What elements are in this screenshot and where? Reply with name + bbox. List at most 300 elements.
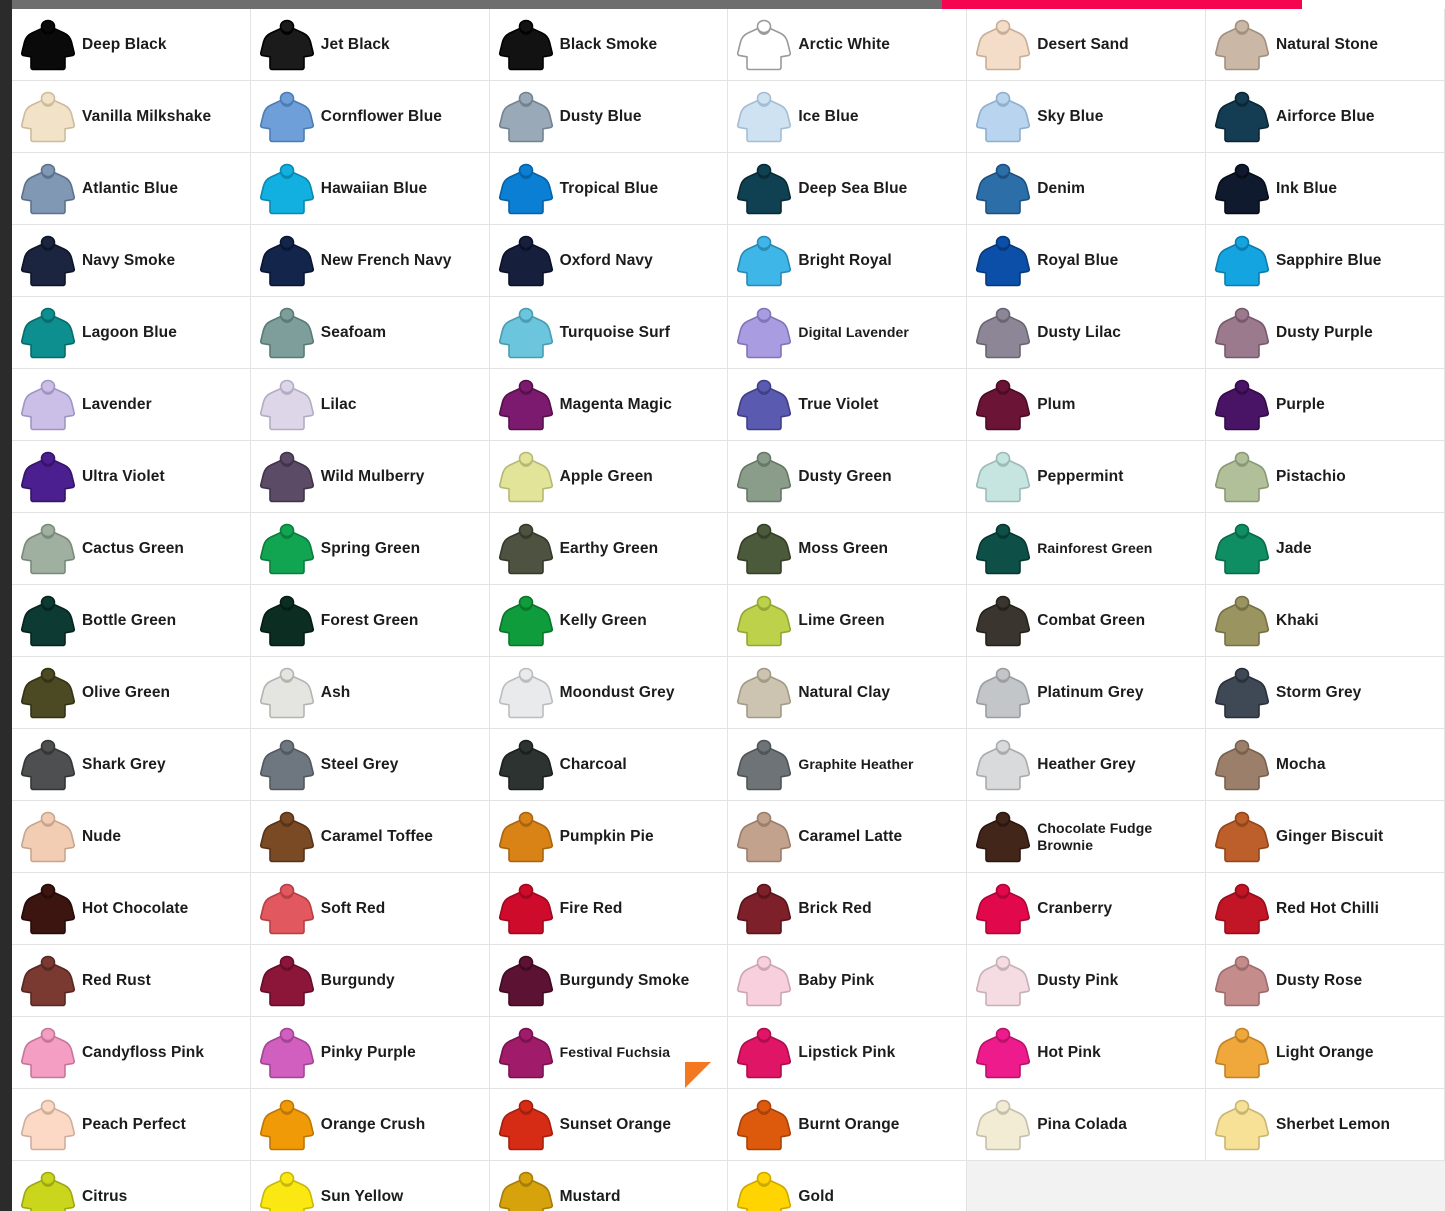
colour-swatch-cell[interactable] (12, 1161, 251, 1211)
hoodie-icon (259, 451, 315, 503)
hoodie-icon (20, 811, 76, 863)
colour-name-label: Fire Red (559, 899, 623, 917)
colour-name-label: Khaki (1275, 611, 1319, 629)
colour-swatch-cell[interactable] (1206, 729, 1445, 801)
hoodie-icon (20, 1027, 76, 1079)
colour-swatch-cell[interactable] (12, 873, 251, 945)
colour-name-label: Kelly Green (559, 611, 647, 629)
hoodie-icon (975, 667, 1031, 719)
colour-name-label: Red Rust (82, 971, 151, 989)
cursor-marker-icon (685, 1062, 711, 1088)
top-bar-accent (942, 0, 1302, 9)
colour-name-label: Burgundy (320, 971, 395, 989)
colour-swatch-cell[interactable] (490, 873, 729, 945)
hoodie-icon (20, 451, 76, 503)
hoodie-icon (259, 91, 315, 143)
hoodie-icon (1214, 811, 1270, 863)
hoodie-icon (259, 523, 315, 575)
colour-name-label: Sky Blue (1037, 107, 1104, 125)
hoodie-icon (498, 739, 554, 791)
colour-name-label: Hot Pink (1037, 1043, 1101, 1061)
colour-swatch-cell[interactable] (967, 657, 1206, 729)
hoodie-icon (736, 739, 792, 791)
hoodie-icon (20, 379, 76, 431)
colour-swatch-cell[interactable] (1206, 1089, 1445, 1161)
hoodie-icon (20, 595, 76, 647)
colour-name-label: Storm Grey (1275, 683, 1362, 701)
hoodie-icon (975, 1099, 1031, 1151)
colour-name-label: Burnt Orange (798, 1115, 900, 1133)
colour-name-label: Rainforest Green (1037, 540, 1153, 557)
hoodie-icon (736, 811, 792, 863)
hoodie-icon (975, 307, 1031, 359)
colour-name-label: Purple (1275, 395, 1325, 413)
colour-swatch-cell[interactable] (251, 801, 490, 873)
colour-swatch-cell[interactable] (490, 729, 729, 801)
hoodie-icon (498, 307, 554, 359)
colour-name-label: Deep Sea Blue (798, 179, 908, 197)
colour-swatch-cell[interactable] (251, 225, 490, 297)
colour-swatch-cell[interactable] (490, 81, 729, 153)
colour-swatch-cell[interactable] (1206, 81, 1445, 153)
colour-swatch-cell[interactable] (967, 369, 1206, 441)
colour-name-label: Navy Smoke (82, 251, 176, 269)
hoodie-icon (736, 379, 792, 431)
hoodie-icon (1214, 883, 1270, 935)
colour-name-label: Soft Red (320, 899, 386, 917)
colour-swatch-cell[interactable] (728, 513, 967, 585)
colour-swatch-cell[interactable] (1206, 441, 1445, 513)
colour-name-label: Ash (320, 683, 351, 701)
top-bar-right-spacer (1302, 0, 1445, 9)
colour-swatch-cell[interactable] (728, 1161, 967, 1211)
colour-swatch-cell[interactable] (728, 657, 967, 729)
colour-swatch-cell[interactable] (251, 873, 490, 945)
colour-name-label: Turquoise Surf (559, 323, 671, 341)
colour-name-label: Sun Yellow (320, 1187, 404, 1205)
colour-name-label: Hot Chocolate (82, 899, 189, 917)
hoodie-icon (259, 379, 315, 431)
colour-swatch-cell[interactable] (967, 945, 1206, 1017)
colour-name-label: Lagoon Blue (82, 323, 177, 341)
hoodie-icon (498, 235, 554, 287)
hoodie-icon (736, 235, 792, 287)
hoodie-icon (498, 811, 554, 863)
hoodie-icon (975, 379, 1031, 431)
colour-swatch-cell[interactable] (490, 585, 729, 657)
colour-name-label: Dusty Purple (1275, 323, 1373, 341)
colour-swatch-cell[interactable] (728, 801, 967, 873)
colour-swatch-cell[interactable] (1206, 801, 1445, 873)
hoodie-icon (498, 91, 554, 143)
colour-swatch-cell[interactable] (490, 1161, 729, 1211)
colour-swatch-cell[interactable] (728, 585, 967, 657)
colour-swatch-cell[interactable] (728, 225, 967, 297)
colour-name-label: Deep Black (82, 35, 167, 53)
colour-swatch-cell[interactable] (1206, 225, 1445, 297)
colour-name-label: Gold (798, 1187, 835, 1205)
colour-grid (12, 9, 1445, 1211)
colour-name-label: Caramel Latte (798, 827, 903, 845)
colour-swatch-cell[interactable] (490, 369, 729, 441)
colour-swatch-cell[interactable] (1206, 9, 1445, 81)
colour-name-label: Sapphire Blue (1275, 251, 1382, 269)
hoodie-icon (20, 1171, 76, 1211)
colour-name-label: Nude (82, 827, 122, 845)
colour-swatch-cell[interactable] (728, 441, 967, 513)
colour-swatch-cell[interactable] (12, 801, 251, 873)
colour-swatch-cell[interactable] (967, 1017, 1206, 1089)
colour-swatch-cell[interactable] (967, 81, 1206, 153)
hoodie-icon (1214, 451, 1270, 503)
colour-name-label: Apple Green (559, 467, 653, 485)
colour-name-label: Pistachio (1275, 467, 1346, 485)
colour-name-label: Cactus Green (82, 539, 184, 557)
hoodie-icon (1214, 1099, 1270, 1151)
colour-swatch-cell[interactable] (967, 1089, 1206, 1161)
hoodie-icon (1214, 667, 1270, 719)
colour-swatch-cell[interactable] (12, 729, 251, 801)
hoodie-icon (736, 19, 792, 71)
colour-name-label: Digital Lavender (798, 324, 909, 341)
colour-swatch-cell[interactable] (12, 945, 251, 1017)
colour-name-label: Shark Grey (82, 755, 166, 773)
colour-name-label: Combat Green (1037, 611, 1146, 629)
colour-name-label: Magenta Magic (559, 395, 672, 413)
colour-name-label: Natural Clay (798, 683, 891, 701)
hoodie-icon (1214, 91, 1270, 143)
colour-swatch-cell[interactable] (490, 1089, 729, 1161)
hoodie-icon (736, 451, 792, 503)
hoodie-icon (975, 595, 1031, 647)
colour-name-label: Peach Perfect (82, 1115, 186, 1133)
colour-swatch-cell[interactable] (967, 153, 1206, 225)
colour-name-label: Tropical Blue (559, 179, 659, 197)
hoodie-icon (975, 163, 1031, 215)
colour-name-label: Bottle Green (82, 611, 177, 629)
colour-name-label: Moondust Grey (559, 683, 675, 701)
colour-name-label: Moss Green (798, 539, 889, 557)
hoodie-icon (975, 235, 1031, 287)
colour-name-label: Brick Red (798, 899, 872, 917)
colour-name-label: Dusty Lilac (1037, 323, 1121, 341)
colour-swatch-cell[interactable] (490, 801, 729, 873)
colour-name-label: Candyfloss Pink (82, 1043, 205, 1061)
hoodie-icon (975, 523, 1031, 575)
hoodie-icon (259, 883, 315, 935)
colour-name-label: Lilac (320, 395, 357, 413)
hoodie-icon (1214, 1027, 1270, 1079)
colour-name-label: Atlantic Blue (82, 179, 179, 197)
hoodie-icon (975, 883, 1031, 935)
colour-swatch-cell[interactable] (490, 657, 729, 729)
hoodie-icon (259, 667, 315, 719)
colour-swatch-cell[interactable] (967, 225, 1206, 297)
colour-name-label: Vanilla Milkshake (82, 107, 212, 125)
colour-name-label: Steel Grey (320, 755, 399, 773)
colour-name-label: Dusty Rose (1275, 971, 1363, 989)
hoodie-icon (259, 595, 315, 647)
colour-name-label: Mustard (559, 1187, 621, 1205)
colour-swatch-cell[interactable] (1206, 369, 1445, 441)
colour-name-label: Denim (1037, 179, 1086, 197)
colour-swatch-cell[interactable] (251, 1017, 490, 1089)
colour-swatch-cell[interactable] (12, 1017, 251, 1089)
colour-swatch-cell[interactable] (1206, 153, 1445, 225)
hoodie-icon (975, 1027, 1031, 1079)
hoodie-icon (20, 955, 76, 1007)
colour-name-label: Natural Stone (1275, 35, 1379, 53)
colour-swatch-cell[interactable] (1206, 585, 1445, 657)
top-bar (12, 0, 1445, 9)
colour-name-label: Jet Black (320, 35, 390, 53)
colour-swatch-cell[interactable] (251, 297, 490, 369)
colour-swatch-cell[interactable] (728, 729, 967, 801)
colour-name-label: Light Orange (1275, 1043, 1374, 1061)
colour-name-label: Desert Sand (1037, 35, 1129, 53)
hoodie-icon (975, 811, 1031, 863)
colour-swatch-cell[interactable] (12, 297, 251, 369)
colour-swatch-cell[interactable] (251, 369, 490, 441)
hoodie-icon (20, 1099, 76, 1151)
hoodie-icon (20, 307, 76, 359)
colour-swatch-cell[interactable] (728, 873, 967, 945)
hoodie-icon (498, 595, 554, 647)
colour-swatch-cell[interactable] (1206, 1017, 1445, 1089)
empty-grid-cell (967, 1161, 1206, 1211)
hoodie-icon (259, 163, 315, 215)
colour-swatch-cell[interactable] (12, 1089, 251, 1161)
hoodie-icon (20, 523, 76, 575)
hoodie-icon (20, 19, 76, 71)
hoodie-icon (498, 523, 554, 575)
colour-swatch-cell[interactable] (967, 585, 1206, 657)
hoodie-icon (736, 955, 792, 1007)
hoodie-icon (975, 19, 1031, 71)
colour-swatch-cell[interactable] (251, 1089, 490, 1161)
colour-name-label: Ginger Biscuit (1275, 827, 1384, 845)
empty-grid-cell (1206, 1161, 1445, 1211)
hoodie-icon (498, 163, 554, 215)
colour-swatch-cell[interactable] (12, 153, 251, 225)
colour-swatch-cell[interactable] (967, 513, 1206, 585)
hoodie-icon (1214, 955, 1270, 1007)
colour-name-label: Forest Green (320, 611, 419, 629)
colour-name-label: Wild Mulberry (320, 467, 425, 485)
hoodie-icon (498, 955, 554, 1007)
colour-swatch-cell[interactable] (251, 513, 490, 585)
colour-name-label: Sherbet Lemon (1275, 1115, 1391, 1133)
colour-swatch-cell[interactable] (12, 81, 251, 153)
colour-swatch-cell[interactable] (967, 9, 1206, 81)
colour-swatch-cell[interactable] (1206, 297, 1445, 369)
colour-swatch-cell[interactable] (12, 441, 251, 513)
colour-swatch-cell[interactable] (12, 9, 251, 81)
hoodie-icon (20, 91, 76, 143)
colour-name-label: Oxford Navy (559, 251, 653, 269)
hoodie-icon (498, 1171, 554, 1211)
colour-name-label: Arctic White (798, 35, 891, 53)
colour-name-label: Peppermint (1037, 467, 1124, 485)
hoodie-icon (975, 955, 1031, 1007)
hoodie-icon (1214, 379, 1270, 431)
colour-name-label: Olive Green (82, 683, 171, 701)
colour-name-label: Graphite Heather (798, 756, 914, 773)
colour-swatch-cell[interactable] (967, 297, 1206, 369)
hoodie-icon (259, 1171, 315, 1211)
hoodie-icon (498, 19, 554, 71)
hoodie-icon (736, 595, 792, 647)
colour-swatch-cell[interactable] (12, 657, 251, 729)
colour-name-label: Orange Crush (320, 1115, 426, 1133)
hoodie-icon (736, 163, 792, 215)
hoodie-icon (20, 667, 76, 719)
colour-swatch-cell[interactable] (728, 297, 967, 369)
colour-swatch-cell[interactable] (490, 297, 729, 369)
colour-swatch-cell[interactable] (1206, 945, 1445, 1017)
colour-name-label: Lipstick Pink (798, 1043, 896, 1061)
colour-swatch-cell[interactable] (490, 153, 729, 225)
colour-name-label: Dusty Pink (1037, 971, 1119, 989)
colour-name-label: Pina Colada (1037, 1115, 1128, 1133)
hoodie-icon (736, 883, 792, 935)
colour-swatch-cell[interactable] (12, 369, 251, 441)
colour-name-label: Bright Royal (798, 251, 892, 269)
colour-name-label: Chocolate Fudge Brownie (1037, 820, 1153, 853)
hoodie-icon (498, 667, 554, 719)
hoodie-icon (20, 883, 76, 935)
hoodie-icon (736, 1027, 792, 1079)
hoodie-icon (975, 739, 1031, 791)
colour-name-label: Cornflower Blue (320, 107, 442, 125)
colour-swatch-cell[interactable] (728, 153, 967, 225)
hoodie-icon (975, 91, 1031, 143)
colour-name-label: Heather Grey (1037, 755, 1136, 773)
colour-name-label: New French Navy (320, 251, 452, 269)
hoodie-icon (259, 739, 315, 791)
colour-swatch-cell[interactable] (728, 81, 967, 153)
colour-name-label: Plum (1037, 395, 1076, 413)
colour-name-label: True Violet (798, 395, 879, 413)
hoodie-icon (736, 1171, 792, 1211)
colour-name-label: Black Smoke (559, 35, 658, 53)
colour-name-label: Sunset Orange (559, 1115, 672, 1133)
hoodie-icon (20, 163, 76, 215)
colour-name-label: Royal Blue (1037, 251, 1119, 269)
colour-swatch-cell[interactable] (967, 729, 1206, 801)
colour-swatch-cell[interactable] (728, 1017, 967, 1089)
colour-name-label: Dusty Blue (559, 107, 642, 125)
hoodie-icon (736, 1099, 792, 1151)
hoodie-icon (259, 811, 315, 863)
hoodie-icon (20, 739, 76, 791)
colour-swatch-cell[interactable] (728, 9, 967, 81)
colour-name-label: Hawaiian Blue (320, 179, 428, 197)
colour-name-label: Airforce Blue (1275, 107, 1375, 125)
colour-swatch-cell[interactable] (251, 9, 490, 81)
hoodie-icon (498, 451, 554, 503)
hoodie-icon (498, 1099, 554, 1151)
colour-swatch-cell[interactable] (251, 585, 490, 657)
hoodie-icon (736, 523, 792, 575)
colour-swatch-cell[interactable] (12, 585, 251, 657)
colour-swatch-cell[interactable] (1206, 513, 1445, 585)
hoodie-icon (498, 1027, 554, 1079)
colour-swatch-cell[interactable] (967, 873, 1206, 945)
hoodie-icon (1214, 595, 1270, 647)
hoodie-icon (259, 955, 315, 1007)
colour-name-label: Lavender (82, 395, 152, 413)
hoodie-icon (736, 307, 792, 359)
hoodie-icon (259, 19, 315, 71)
colour-swatch-cell[interactable] (12, 225, 251, 297)
colour-name-label: Pinky Purple (320, 1043, 416, 1061)
colour-swatch-cell[interactable] (728, 369, 967, 441)
colour-name-label: Ice Blue (798, 107, 859, 125)
colour-swatch-cell[interactable] (967, 801, 1206, 873)
colour-name-label: Charcoal (559, 755, 627, 773)
hoodie-icon (20, 235, 76, 287)
colour-name-label: Seafoam (320, 323, 387, 341)
colour-name-label: Caramel Toffee (320, 827, 434, 845)
hoodie-icon (736, 91, 792, 143)
hoodie-icon (736, 667, 792, 719)
colour-name-label: Red Hot Chilli (1275, 899, 1379, 917)
colour-name-label: Ink Blue (1275, 179, 1338, 197)
hoodie-icon (259, 235, 315, 287)
colour-swatch-cell[interactable] (251, 153, 490, 225)
colour-swatch-cell[interactable] (490, 9, 729, 81)
colour-swatch-cell[interactable] (1206, 873, 1445, 945)
colour-name-label: Ultra Violet (82, 467, 165, 485)
hoodie-icon (498, 883, 554, 935)
colour-swatch-cell[interactable] (251, 441, 490, 513)
left-gutter (0, 0, 12, 1211)
colour-swatch-cell[interactable] (251, 81, 490, 153)
colour-swatch-cell[interactable] (490, 945, 729, 1017)
colour-name-label: Pumpkin Pie (559, 827, 654, 845)
hoodie-icon (259, 307, 315, 359)
colour-name-label: Spring Green (320, 539, 421, 557)
colour-swatch-cell[interactable] (251, 657, 490, 729)
colour-swatch-cell[interactable] (251, 1161, 490, 1211)
colour-swatch-cell[interactable] (490, 513, 729, 585)
colour-name-label: Earthy Green (559, 539, 659, 557)
colour-swatch-cell[interactable] (728, 945, 967, 1017)
hoodie-icon (498, 379, 554, 431)
colour-swatch-cell[interactable] (728, 1089, 967, 1161)
hoodie-icon (975, 451, 1031, 503)
hoodie-icon (1214, 523, 1270, 575)
colour-swatch-cell[interactable] (490, 441, 729, 513)
hoodie-icon (1214, 235, 1270, 287)
hoodie-icon (259, 1027, 315, 1079)
colour-swatch-cell[interactable] (251, 729, 490, 801)
colour-swatch-cell[interactable] (967, 441, 1206, 513)
colour-swatch-cell[interactable] (251, 945, 490, 1017)
colour-name-label: Citrus (82, 1187, 128, 1205)
hoodie-icon (259, 1099, 315, 1151)
colour-name-label: Lime Green (798, 611, 885, 629)
colour-name-label: Baby Pink (798, 971, 875, 989)
colour-swatch-cell[interactable] (1206, 657, 1445, 729)
hoodie-icon (1214, 307, 1270, 359)
colour-name-label: Jade (1275, 539, 1312, 557)
hoodie-icon (1214, 19, 1270, 71)
colour-swatch-cell[interactable] (12, 513, 251, 585)
colour-name-label: Mocha (1275, 755, 1326, 773)
colour-swatch-cell[interactable] (490, 225, 729, 297)
